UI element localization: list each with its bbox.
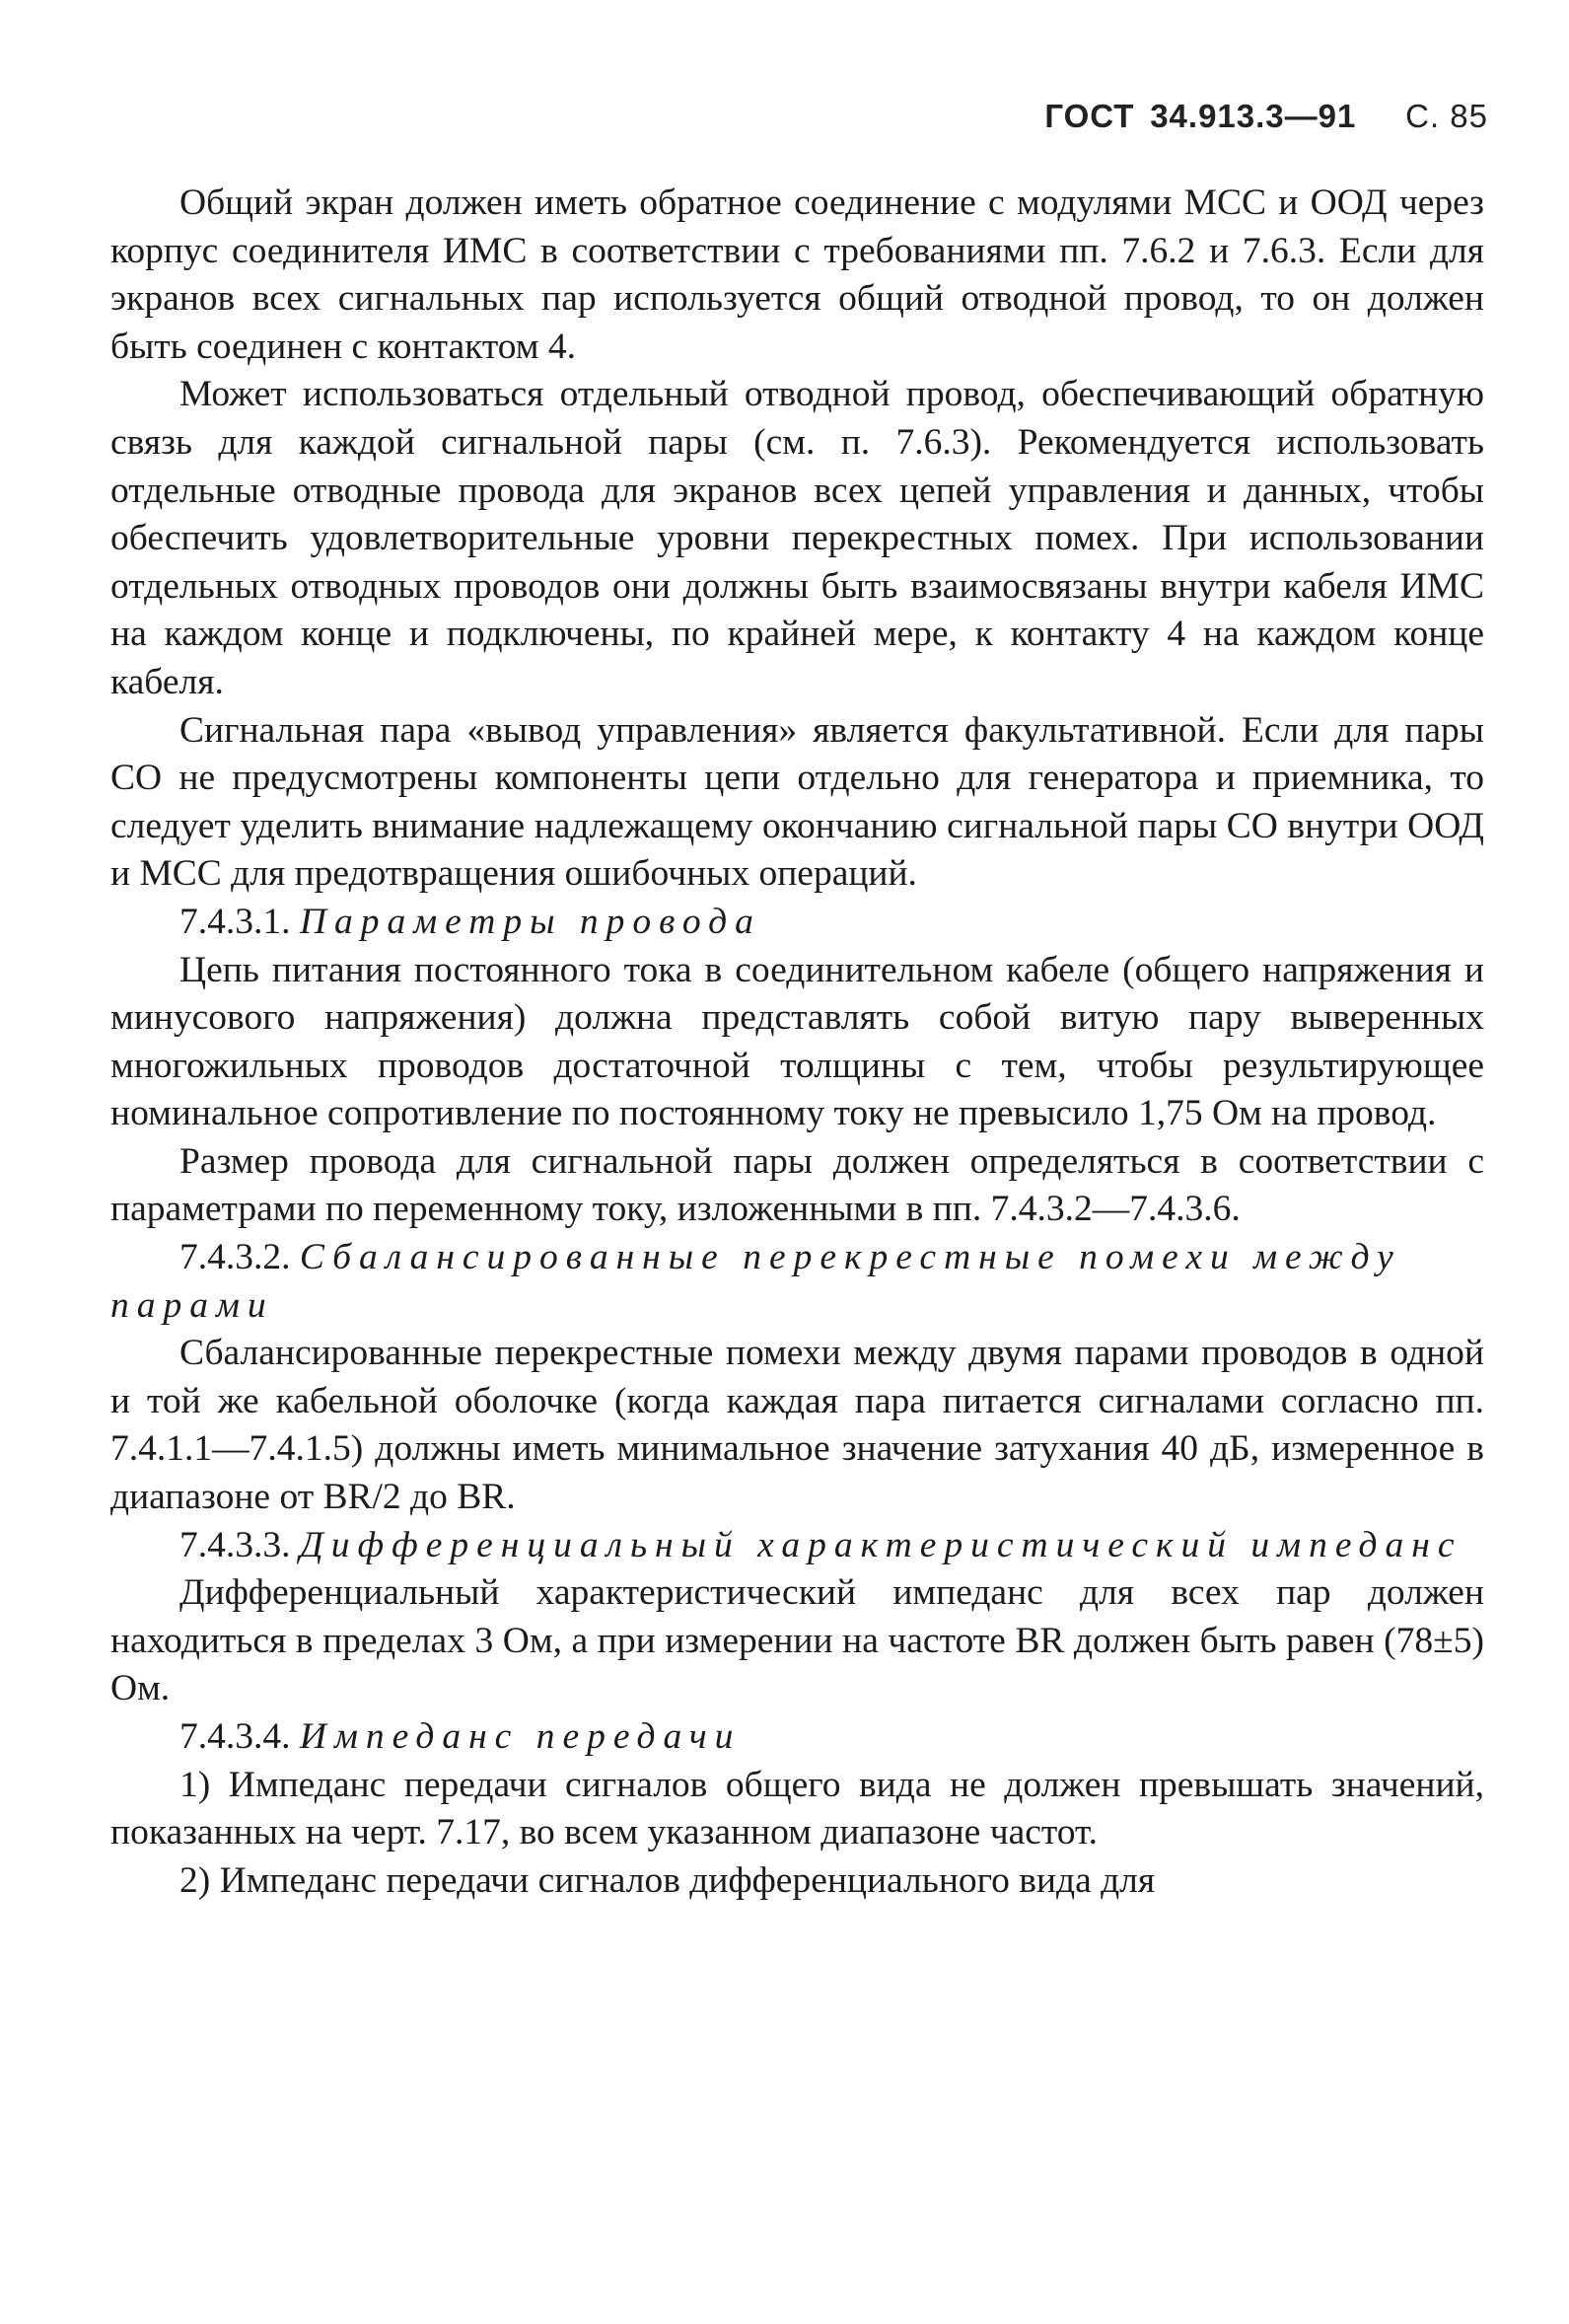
paragraph: Дифференциальный характеристический импеданс для всех пар должен находиться в пределах 3 Ом, а при измерении на частоте BR должен быть равен (78±5) Ом.	[110, 1572, 1484, 1709]
standard-label: ГОСТ	[1044, 98, 1135, 134]
section-heading	[110, 899, 1484, 947]
document-body	[110, 180, 1484, 1905]
section-title: Дифференциальный характеристический импеданс	[299, 1524, 1462, 1565]
paragraph: Цепь питания постоянного тока в соединительном кабеле (общего напряжения и минусового напряжения) должна представлять собой витую пару выверенных многожильных проводов достаточной толщины с тем, чтобы результирующее номинальное сопротивление по постоянному току не превысило 1,75 Ом на провод.	[110, 949, 1484, 1134]
section-number: 7.4.3.3.	[179, 1524, 291, 1565]
list-item: 1) Импеданс передачи сигналов общего вида не должен превышать значений, показанных на черт. 7.17, во всем указанном диапазоне частот.	[110, 1764, 1484, 1853]
section-number: 7.4.3.4.	[179, 1716, 291, 1757]
paragraph: Сбалансированные перекрестные помехи между двумя парами проводов в одной и той же кабельной оболочке (когда каждая пара питается сигналами согласно пп. 7.4.1.1—7.4.1.5) должны иметь минимальное значение затухания 40 дБ, измеренное в диапазоне от BR/2 до BR.	[110, 1333, 1484, 1518]
section-heading	[110, 1713, 1484, 1762]
standard-number: 34.913.3—91	[1150, 98, 1357, 134]
section-number: 7.4.3.1.	[179, 901, 291, 942]
paragraph: Общий экран должен иметь обратное соединение с модулями МСС и ООД через корпус соединителя ИМС в соответствии с требованиями пп. 7.6.2 и 7.6.3. Если для экранов всех сигнальных пар используется общий отводной провод, то он должен быть соединен с контактом 4.	[110, 182, 1484, 367]
section-title: Импеданс передачи	[299, 1716, 742, 1757]
paragraph: Размер провода для сигнальной пары должен определяться в соответствии с параметрами по переменному току, изложенными в пп. 7.4.3.2—7.4.3.6.	[110, 1140, 1484, 1230]
page-header	[1044, 97, 1488, 136]
list-item: 2) Импеданс передачи сигналов дифференциального вида для	[179, 1859, 1156, 1901]
page-number: С. 85	[1405, 98, 1488, 134]
paragraph: Сигнальная пара «вывод управления» является факультативной. Если для пары СО не предусмотрены компоненты цепи отдельно для генератора и приемника, то следует уделить внимание надлежащему окончанию сигнальной пары СО внутри ООД и МСС для предотвращения ошибочных операций.	[110, 709, 1484, 895]
section-title: Параметры провода	[299, 901, 761, 942]
paragraph: Может использоваться отдельный отводной провод, обеспечивающий обратную связь для каждой сигнальной пары (см. п. 7.6.3). Рекомендуется использовать отдельные отводные провода для экранов всех цепей управления и данных, чтобы обеспечить удовлетворительные уровни перекрестных помех. При использовании отдельных отводных проводов они должны быть взаимосвязаны внутри кабеля ИМС на каждом конце и подключены, по крайней мере, к контакту 4 на каждом конце кабеля.	[110, 374, 1484, 702]
section-heading	[110, 1234, 1484, 1330]
section-title: Сбалансированные перекрестные помехи между парами	[110, 1237, 1401, 1326]
section-heading	[110, 1522, 1484, 1570]
section-number: 7.4.3.2.	[179, 1237, 291, 1278]
